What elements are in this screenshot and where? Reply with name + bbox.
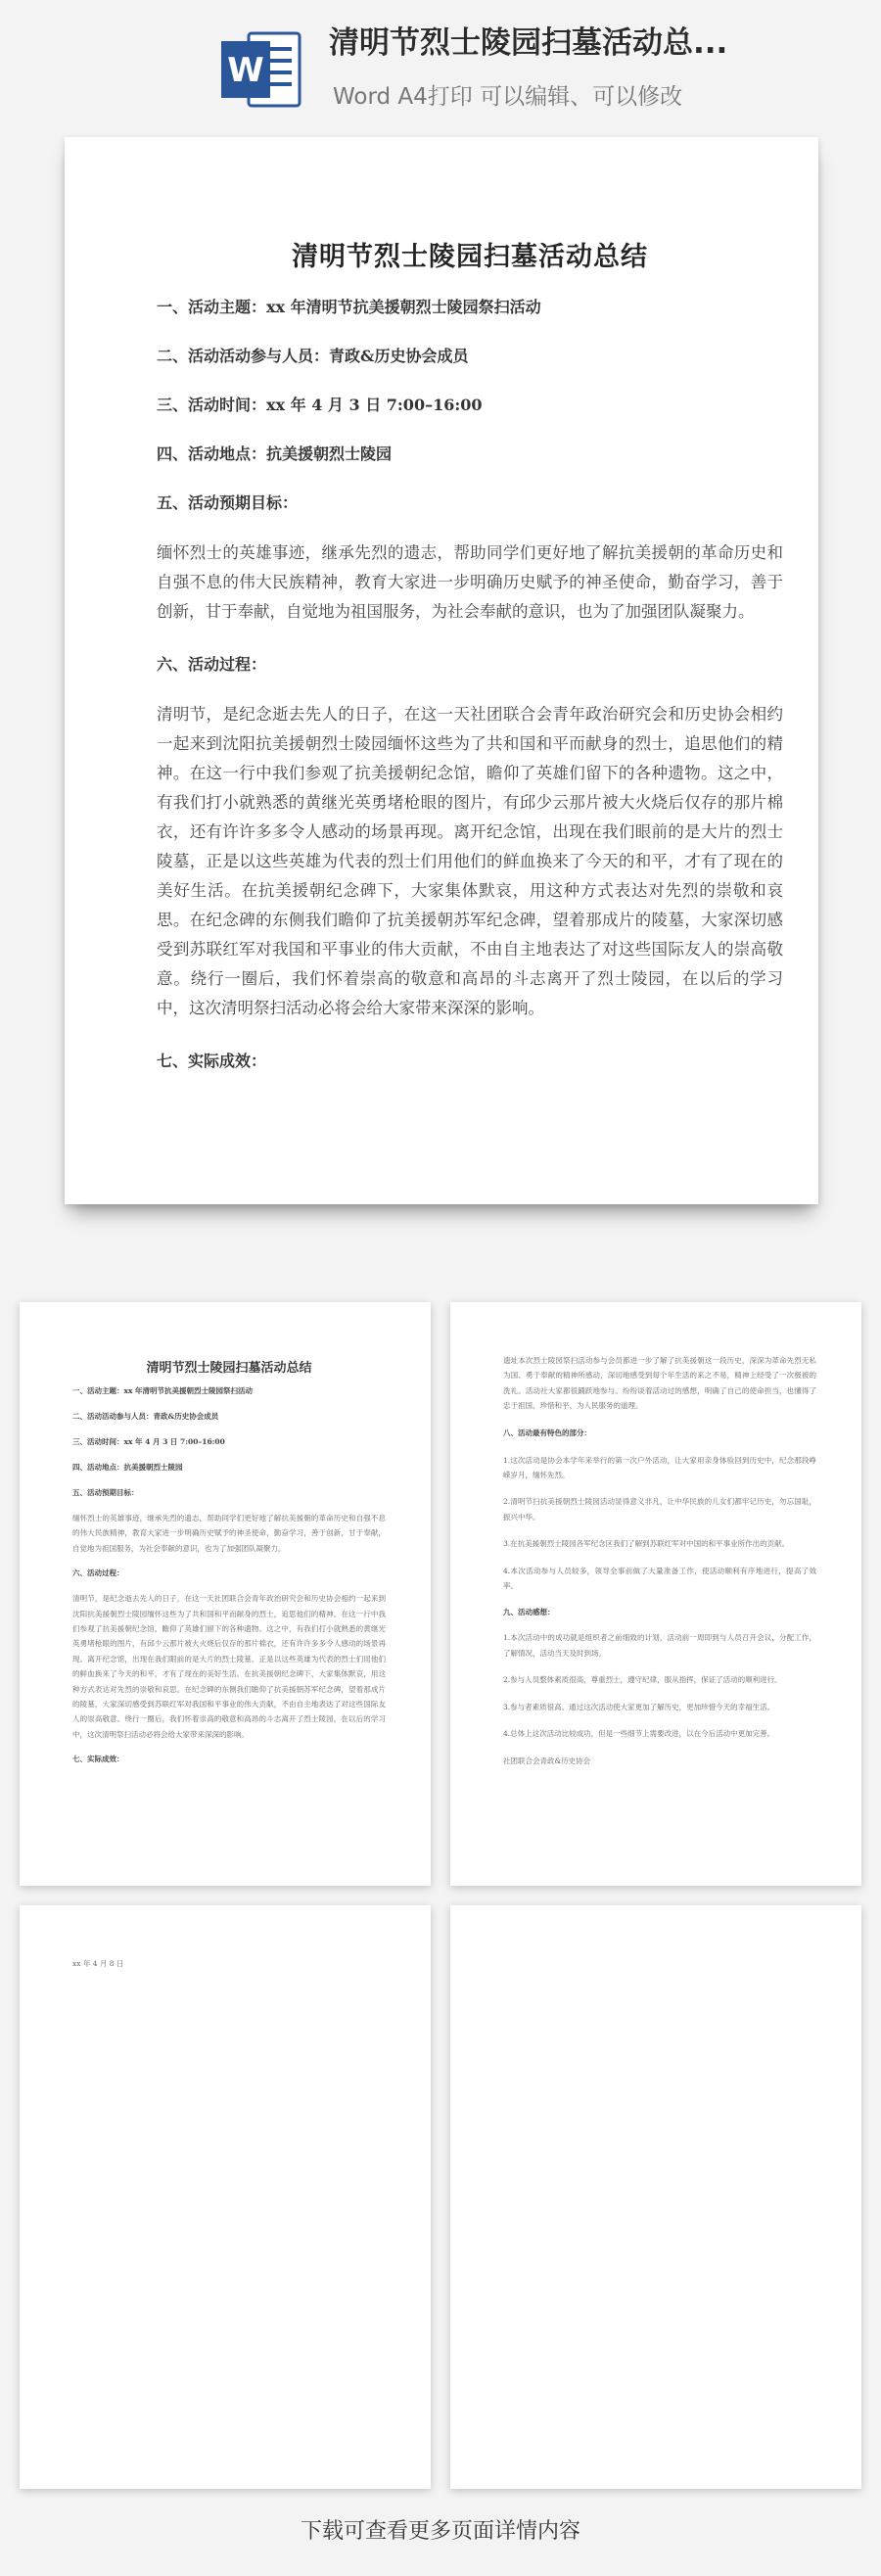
doc-file-subtitle: Word A4打印 可以编辑、可以修改	[333, 84, 683, 110]
thumb1-p6: 清明节，是纪念逝去先人的日子，在这一天社团联合会青年政治研究会和历史协会相约一起来到沈阳抗美援朝烈士陵园缅怀这些为了共和国和平而献身的烈士，追思他们的精神。在这一行中我们参观了抗美援朝纪念馆，瞻仰了英雄们留下的各种遗物。这之中，有我们打小就熟悉的黄继光英勇堵枪眼的图片，有邱少云那片被大火烧后仅存的那片棉衣，还有许许多多令人感动的场景再现。离开纪念馆，出现在我们眼前的是大片的烈士陵墓，正是以这些英雄为代表的烈士们用他们的鲜血换来了今天的和平，才有了现在的美好生活。在抗美援朝纪念碑下，大家集体默哀，用这种方式表达对先烈的崇敬和哀思。在纪念碑的东侧我们瞻仰了抗美援朝苏军纪念碑，望着那成片的陵墓，大家深切感受到苏联红军对我国和平事业的伟大贡献，不由自主地表达了对这些国际友人的崇高敬意。绕行一圈后，我们怀着崇高的敬意和高昂的斗志离开了烈士陵园，在以后的学习中，这次清明祭扫活动必将会给大家带来深深的影响。	[72, 1594, 386, 1739]
thumb1-s2: 二、活动活动参与人员：青政&历史协会成员	[72, 1412, 219, 1421]
thumb2-sign: 社团联合会青政&历史协会	[503, 1756, 591, 1765]
doc-file-title: 清明节烈士陵园扫墓活动总...	[329, 25, 728, 61]
section-time: 三、活动时间：xx 年 4 月 3 日 7:00–16:00	[157, 396, 483, 414]
thumb2-j4: 4.总体上这次活动比较成功，但是一些细节上需要改进，以在今后活动中更加完善。	[503, 1729, 775, 1739]
thumb2-i3: 3.在抗美援朝烈士陵园各军纪念区我们了解到苏联红军对中国的和平事业所作出的贡献。	[503, 1539, 790, 1549]
thumb1-title: 清明节烈士陵园扫墓活动总结	[146, 1361, 312, 1376]
thumb1-s3: 三、活动时间：xx 年 4 月 3 日 7:00–16:00	[72, 1437, 225, 1446]
thumb2-j3: 3.参与者素质很高。通过这次活动使大家更加了解历史，更加珍惜今天的幸福生活。	[503, 1702, 775, 1711]
section-location: 四、活动地点：抗美援朝烈士陵园	[157, 445, 393, 463]
main-page-preview	[65, 137, 818, 1204]
thumb1-s5: 五、活动预期目标：	[72, 1488, 139, 1497]
thumb3-date: xx 年 4 月 8 日	[72, 1959, 124, 1968]
thumb2-j1: 1.本次活动中的成功就是组织者之前细致的计划，活动前一周即到与人员召开会议，分配工作，了解情况，活动当天及时到场。	[503, 1633, 816, 1658]
more-pages-link[interactable]: 下载可查看更多页面详情内容	[300, 2519, 580, 2544]
word-icon	[219, 27, 303, 112]
section-goals-heading: 五、活动预期目标：	[157, 493, 299, 512]
page-thumbnail-3[interactable]	[20, 1905, 431, 2489]
section-theme: 一、活动主题：xx 年清明节抗美援朝烈士陵园祭扫活动	[157, 298, 541, 316]
thumb2-i4: 4.本次活动参与人员较多，领导全事前做了大量准备工作，使活动顺利有序地进行，提高了效率。	[503, 1566, 816, 1591]
thumb1-s1: 一、活动主题：xx 年清明节抗美援朝烈士陵园祭扫活动	[72, 1386, 254, 1395]
thumb1-s7: 七、实际成效：	[72, 1755, 124, 1764]
thumb1-s4: 四、活动地点：抗美援朝烈士陵园	[72, 1463, 183, 1472]
section-goals-text: 缅怀烈士的英雄事迹，继承先烈的遗志，帮助同学们更好地了解抗美援朝的革命历史和自强不息的伟大民族精神，教育大家进一步明确历史赋予的神圣使命，勤奋学习，善于创新，甘于奉献，自觉地为祖国服务，为社会奉献的意识，也为了加强团队凝聚力。	[157, 543, 783, 621]
thumb1-s6: 六、活动过程：	[72, 1569, 124, 1578]
thumb2-intro: 遗址本次烈士陵园祭扫活动参与会员都进一步了解了抗美援朝这一段历史，深深为革命先烈无私为国、勇于奉献的精神所感动，深切地感受到每个年生活的来之不易，精神上经受了一次极被的洗礼。活动社大家都很踊跃地参与。纷纷谈着活动过的感想，明确了自己的使命担当，也懂得了忠于祖国、珍惜和平、为人民服务的道理。	[503, 1356, 816, 1411]
header	[0, 0, 881, 117]
thumb2-j2: 2.参与人员整体素质很高，尊重烈士，遵守纪律，服从指挥，保证了活动的顺利进行。	[503, 1675, 782, 1685]
page-thumbnail-2[interactable]	[450, 1302, 861, 1886]
thumb2-h9: 九、活动感想：	[503, 1608, 555, 1617]
thumb2-h8: 八、活动最有特色的部分：	[503, 1428, 591, 1437]
thumb2-i2: 2.清明节扫抗美援朝烈士陵园活动显得意义非凡，让中华民族的儿女们都牢记历史，勿忘国耻，振兴中华。	[503, 1497, 816, 1522]
document-title: 清明节烈士陵园扫墓活动总结	[292, 242, 648, 272]
section-participants: 二、活动活动参与人员：青政&历史协会成员	[157, 347, 469, 365]
page-thumbnail-4[interactable]	[450, 1905, 861, 2489]
svg-text:W: W	[227, 51, 264, 90]
section-process-text: 清明节，是纪念逝去先人的日子，在这一天社团联合会青年政治研究会和历史协会相约一起来到沈阳抗美援朝烈士陵园缅怀这些为了共和国和平而献身的烈士，追思他们的精神。在这一行中我们参观了抗美援朝纪念馆，瞻仰了英雄们留下的各种遗物。这之中，有我们打小就熟悉的黄继光英勇堵枪眼的图片，有邱少云那片被大火烧后仅存的那片棉衣，还有许许多多令人感动的场景再现。离开纪念馆，出现在我们眼前的是大片的烈士陵墓，正是以这些英雄为代表的烈士们用他们的鲜血换来了今天的和平，才有了现在的美好生活。在抗美援朝纪念碑下，大家集体默哀，用这种方式表达对先烈的崇敬和哀思。在纪念碑的东侧我们瞻仰了抗美援朝苏军纪念碑，望着那成片的陵墓，大家深切感受到苏联红军对我国和平事业的伟大贡献，不由自主地表达了对这些国际友人的崇高敬意。绕行一圈后，我们怀着崇高的敬意和高昂的斗志离开了烈士陵园，在以后的学习中，这次清明祭扫活动必将会给大家带来深深的影响。	[157, 705, 783, 1017]
section-process-heading: 六、活动过程：	[157, 655, 267, 674]
section-results-heading: 七、实际成效：	[157, 1052, 267, 1070]
thumb2-i1: 1.这次活动是协会本学年来举行的第一次户外活动，让大家用亲身体验回到历史中，纪念那段峥嵘岁月，缅怀先烈。	[503, 1455, 816, 1480]
thumb1-p5: 缅怀烈士的英雄事迹，继承先烈的遗志，帮助同学们更好地了解抗美援朝的革命历史和自强不息的伟大民族精神，教育大家进一步明确历史赋予的神圣使命，勤奋学习，善于创新，甘于奉献，自觉地为祖国服务，为社会奉献的意识，也为了加强团队凝聚力。	[72, 1514, 386, 1553]
page-thumbnail-1[interactable]	[20, 1302, 431, 1886]
